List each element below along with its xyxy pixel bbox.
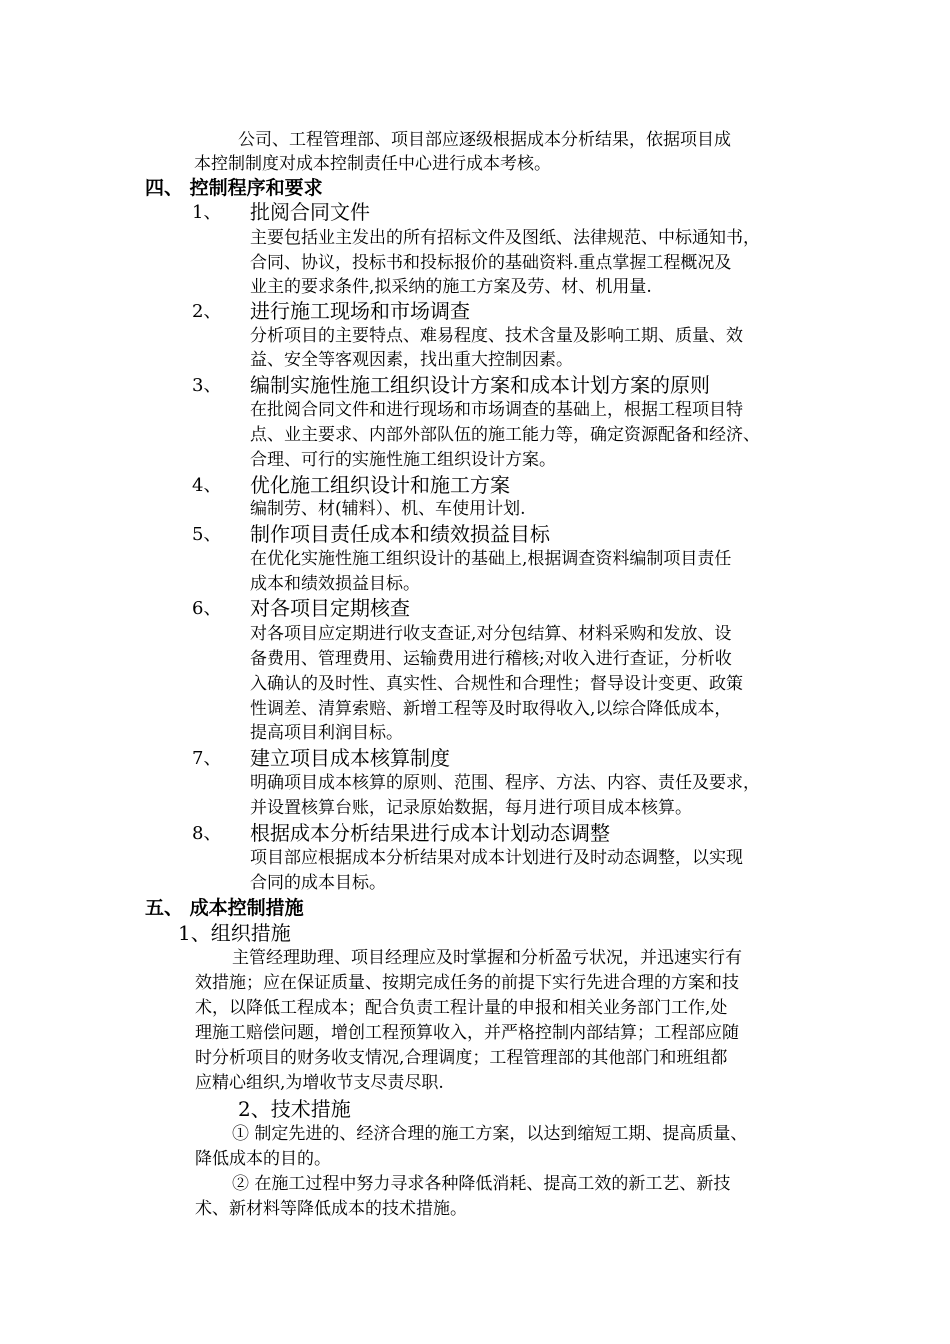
subsection-2-body-4: 术、新材料等降低成本的技术措施。 bbox=[195, 1199, 467, 1219]
subsection-2-body-2: 降低成本的目的。 bbox=[195, 1149, 331, 1169]
item-4-body-1: 编制劳、材(辅料）、机、车使用计划. bbox=[250, 499, 526, 519]
item-3-body-1: 在批阅合同文件和进行现场和市场调查的基础上，根据工程项目特 bbox=[250, 400, 743, 420]
item-1-number: 1、 bbox=[192, 202, 222, 223]
subsection-1-body-4: 理施工赔偿问题，增创工程预算收入，并严格控制内部结算；工程部应随 bbox=[195, 1023, 739, 1043]
item-4-number: 4、 bbox=[192, 475, 222, 496]
subsection-1-body-3: 术，以降低工程成本；配合负责工程计量的申报和相关业务部门工作,处 bbox=[195, 998, 728, 1018]
item-6-number: 6、 bbox=[192, 598, 222, 619]
item-6-heading: 对各项目定期核查 bbox=[250, 596, 410, 620]
item-6-body-1: 对各项目应定期进行收支查证,对分包结算、材料采购和发放、设 bbox=[250, 624, 732, 644]
item-5-heading: 制作项目责任成本和绩效损益目标 bbox=[250, 522, 550, 546]
item-7-body-2: 并设置核算台账，记录原始数据，每月进行项目成本核算。 bbox=[250, 798, 692, 818]
item-5-number: 5、 bbox=[192, 524, 222, 545]
subsection-1-body-6: 应精心组织,为增收节支尽责尽职. bbox=[195, 1073, 444, 1093]
item-8-number: 8、 bbox=[192, 823, 222, 844]
item-5-body-2: 成本和绩效损益目标。 bbox=[250, 574, 420, 594]
item-4-heading: 优化施工组织设计和施工方案 bbox=[250, 473, 510, 497]
item-7-heading: 建立项目成本核算制度 bbox=[250, 746, 450, 770]
item-8-body-2: 合同的成本目标。 bbox=[250, 873, 386, 893]
item-1-body-3: 业主的要求条件,拟采纳的施工方案及劳、材、机用量. bbox=[250, 277, 652, 297]
subsection-2-body-1: ① 制定先进的、经济合理的施工方案，以达到缩短工期、提高质量、 bbox=[232, 1124, 748, 1144]
item-6-body-3: 入确认的及时性、真实性、合规性和合理性；督导设计变更、政策 bbox=[250, 674, 743, 694]
intro-line-2: 本控制制度对成本控制责任中心进行成本考核。 bbox=[194, 154, 551, 174]
item-2-number: 2、 bbox=[192, 301, 222, 322]
item-6-body-4: 性调差、清算索赔、新增工程等及时取得收入,以综合降低成本， bbox=[250, 699, 732, 719]
item-7-number: 7、 bbox=[192, 748, 222, 769]
item-3-body-2: 点、业主要求、内部外部队伍的施工能力等，确定资源配备和经济、 bbox=[250, 425, 760, 445]
item-8-heading: 根据成本分析结果进行成本计划动态调整 bbox=[250, 821, 610, 845]
subsection-1-body-2: 效措施；应在保证质量、按期完成任务的前提下实行先进合理的方案和技 bbox=[195, 973, 739, 993]
item-1-heading: 批阅合同文件 bbox=[250, 200, 370, 224]
item-3-heading: 编制实施性施工组织设计方案和成本计划方案的原则 bbox=[250, 373, 710, 397]
item-5-body-1: 在优化实施性施工组织设计的基础上,根据调查资料编制项目责任 bbox=[250, 549, 732, 569]
item-2-body-1: 分析项目的主要特点、难易程度、技术含量及影响工期、质量、效 bbox=[250, 326, 743, 346]
item-8-body-1: 项目部应根据成本分析结果对成本计划进行及时动态调整，以实现 bbox=[250, 848, 743, 868]
subsection-1-body-5: 时分析项目的财务收支情况,合理调度；工程管理部的其他部门和班组都 bbox=[195, 1048, 728, 1068]
item-7-body-1: 明确项目成本核算的原则、范围、程序、方法、内容、责任及要求， bbox=[250, 773, 760, 793]
section-4-title: 四、 控制程序和要求 bbox=[145, 177, 323, 199]
subsection-1-body-1: 主管经理助理、项目经理应及时掌握和分析盈亏状况，并迅速实行有 bbox=[232, 948, 742, 968]
item-6-body-5: 提高项目利润目标。 bbox=[250, 723, 403, 743]
item-1-body-2: 合同、协议，投标书和投标报价的基础资料.重点掌握工程概况及 bbox=[250, 253, 732, 273]
subsection-2-heading: 2、技术措施 bbox=[238, 1097, 351, 1121]
subsection-2-body-3: ② 在施工过程中努力寻求各种降低消耗、提高工效的新工艺、新技 bbox=[232, 1174, 731, 1194]
item-3-body-3: 合理、可行的实施性施工组织设计方案。 bbox=[250, 450, 556, 470]
item-3-number: 3、 bbox=[192, 375, 222, 396]
item-2-body-2: 益、安全等客观因素，找出重大控制因素。 bbox=[250, 350, 573, 370]
item-2-heading: 进行施工现场和市场调查 bbox=[250, 299, 470, 323]
intro-line-1: 公司、工程管理部、项目部应逐级根据成本分析结果，依据项目成 bbox=[238, 130, 731, 150]
subsection-1-heading: 1、组织措施 bbox=[178, 921, 291, 945]
section-5-title: 五、 成本控制措施 bbox=[145, 897, 304, 919]
item-1-body-1: 主要包括业主发出的所有招标文件及图纸、法律规范、中标通知书， bbox=[250, 228, 760, 248]
item-6-body-2: 备费用、管理费用、运输费用进行稽核;对收入进行查证，分析收 bbox=[250, 649, 732, 669]
